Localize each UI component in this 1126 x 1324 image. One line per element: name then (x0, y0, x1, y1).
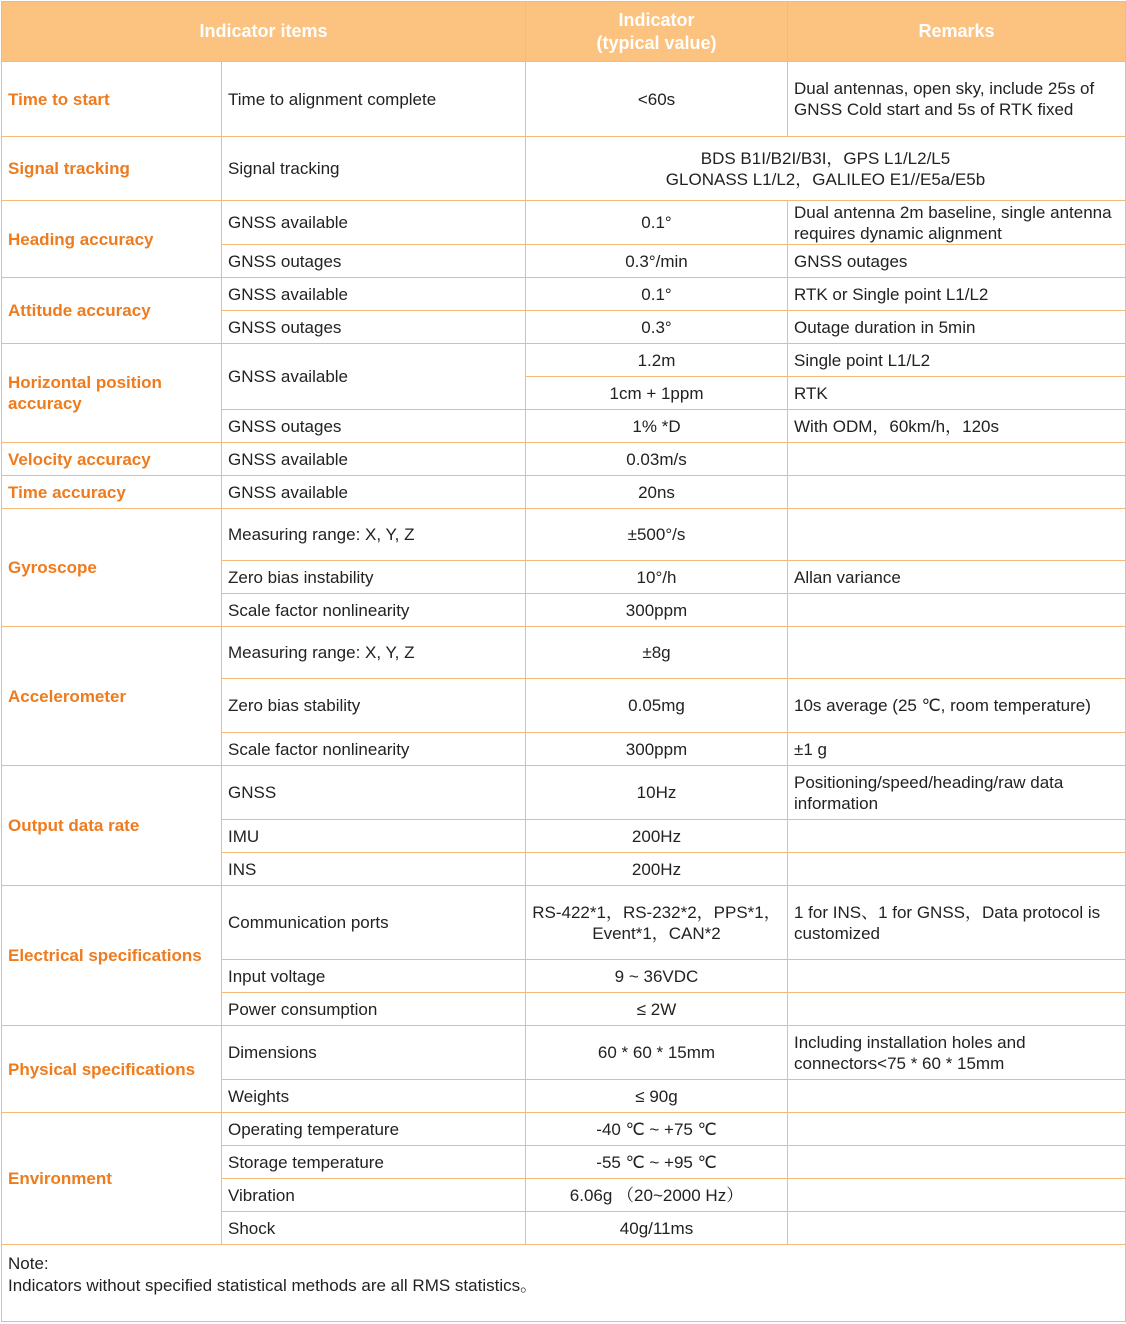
value-cell: 200Hz (526, 853, 788, 886)
item-cell: Zero bias stability (222, 679, 526, 733)
note-label: Note: (8, 1254, 49, 1273)
item-cell: Input voltage (222, 960, 526, 993)
table-row (2, 509, 1126, 561)
remark-cell (788, 960, 1126, 993)
item-cell: Scale factor nonlinearity (222, 733, 526, 766)
item-cell: GNSS outages (222, 410, 526, 443)
item-cell: Communication ports (222, 886, 526, 960)
note-row (2, 1245, 1126, 1322)
remark-cell: With ODM，60km/h，120s (788, 410, 1126, 443)
table-row (2, 278, 1126, 311)
item-cell: Dimensions (222, 1026, 526, 1080)
item-cell: Storage temperature (222, 1146, 526, 1179)
item-cell: Operating temperature (222, 1113, 526, 1146)
item-cell: Measuring range: X, Y, Z (222, 627, 526, 679)
table-row (2, 886, 1126, 960)
value-cell: ≤ 2W (526, 993, 788, 1026)
category-heading-accuracy: Heading accuracy (2, 201, 222, 278)
signal-line-2: GLONASS L1/L2，GALILEO E1//E5a/E5b (665, 169, 986, 189)
item-cell: Scale factor nonlinearity (222, 594, 526, 627)
value-cell (526, 137, 1126, 201)
value-cell: <60s (526, 62, 788, 137)
item-cell: IMU (222, 820, 526, 853)
category-signal-tracking: Signal tracking (2, 137, 222, 201)
remark-cell (788, 476, 1126, 509)
remark-cell: Dual antennas, open sky, include 25s of GNSS Cold start and 5s of RTK fixed (788, 62, 1126, 137)
category-gyroscope: Gyroscope (2, 509, 222, 627)
item-cell: Shock (222, 1212, 526, 1245)
remark-cell (788, 1080, 1126, 1113)
category-horizontal-position-accuracy: Horizontal position accuracy (2, 344, 222, 443)
table-row (2, 344, 1126, 377)
remark-cell: RTK (788, 377, 1126, 410)
value-cell: ≤ 90g (526, 1080, 788, 1113)
remark-cell (788, 443, 1126, 476)
item-cell: Time to alignment complete (222, 62, 526, 137)
value-cell: -40 ℃ ~ +75 ℃ (526, 1113, 788, 1146)
value-cell: RS-422*1，RS-232*2，PPS*1，Event*1，CAN*2 (526, 886, 788, 960)
value-cell: 1% *D (526, 410, 788, 443)
value-cell: 0.03m/s (526, 443, 788, 476)
table-row (2, 443, 1126, 476)
remark-cell: 10s average (25 ℃, room temperature) (788, 679, 1126, 733)
remark-cell (788, 1146, 1126, 1179)
remark-cell (788, 509, 1126, 561)
value-cell: 200Hz (526, 820, 788, 853)
header-indicator-line2: (typical value) (596, 32, 717, 53)
item-cell: GNSS available (222, 278, 526, 311)
item-cell: GNSS outages (222, 245, 526, 278)
value-cell: ±500°/s (526, 509, 788, 561)
value-cell: 60 * 60 * 15mm (526, 1026, 788, 1080)
item-cell: Measuring range: X, Y, Z (222, 509, 526, 561)
item-cell: Weights (222, 1080, 526, 1113)
value-cell: 6.06g （20~2000 Hz） (526, 1179, 788, 1212)
remark-cell (788, 1212, 1126, 1245)
remark-cell: ±1 g (788, 733, 1126, 766)
remark-cell (788, 594, 1126, 627)
category-accelerometer: Accelerometer (2, 627, 222, 766)
item-cell: GNSS available (222, 201, 526, 245)
value-cell: 20ns (526, 476, 788, 509)
remark-cell: Dual antenna 2m baseline, single antenna requires dynamic alignment (788, 201, 1126, 245)
value-cell: 0.1° (526, 278, 788, 311)
remark-cell (788, 1113, 1126, 1146)
remark-cell: Outage duration in 5min (788, 311, 1126, 344)
category-time-accuracy: Time accuracy (2, 476, 222, 509)
item-cell: GNSS (222, 766, 526, 820)
value-cell: -55 ℃ ~ +95 ℃ (526, 1146, 788, 1179)
value-cell: 0.3° (526, 311, 788, 344)
item-cell: Vibration (222, 1179, 526, 1212)
header-indicator-items: Indicator items (2, 2, 526, 62)
category-output-data-rate: Output data rate (2, 766, 222, 886)
category-time-to-start: Time to start (2, 62, 222, 137)
value-cell: 300ppm (526, 594, 788, 627)
item-cell: GNSS outages (222, 311, 526, 344)
remark-cell (788, 853, 1126, 886)
item-cell: GNSS available (222, 476, 526, 509)
category-velocity-accuracy: Velocity accuracy (2, 443, 222, 476)
value-cell: 0.05mg (526, 679, 788, 733)
remark-cell (788, 993, 1126, 1026)
header-remarks: Remarks (788, 2, 1126, 62)
remark-cell (788, 627, 1126, 679)
item-cell: Power consumption (222, 993, 526, 1026)
category-environment: Environment (2, 1113, 222, 1245)
table-row (2, 201, 1126, 245)
table-row (2, 62, 1126, 137)
remark-cell: Positioning/speed/heading/raw data information (788, 766, 1126, 820)
item-cell: GNSS available (222, 443, 526, 476)
category-electrical-specifications: Electrical specifications (2, 886, 222, 1026)
signal-line-1: BDS B1I/B2I/B3I，GPS L1/L2/L5 (700, 148, 951, 168)
item-cell: GNSS available (222, 344, 526, 410)
value-cell: 10Hz (526, 766, 788, 820)
header-indicator (526, 2, 788, 62)
table-row (2, 627, 1126, 679)
category-physical-specifications: Physical specifications (2, 1026, 222, 1113)
value-cell: 0.1° (526, 201, 788, 245)
remark-cell: Single point L1/L2 (788, 344, 1126, 377)
table-row (2, 1113, 1126, 1146)
table-row (2, 137, 1126, 201)
value-cell: 10°/h (526, 561, 788, 594)
category-attitude-accuracy: Attitude accuracy (2, 278, 222, 344)
note-cell (2, 1245, 1126, 1322)
remark-cell: RTK or Single point L1/L2 (788, 278, 1126, 311)
value-cell: 0.3°/min (526, 245, 788, 278)
item-cell: Signal tracking (222, 137, 526, 201)
table-row (2, 766, 1126, 820)
spec-table (1, 1, 1126, 1322)
remark-cell (788, 820, 1126, 853)
header-indicator-line1: Indicator (618, 9, 695, 30)
item-cell: Zero bias instability (222, 561, 526, 594)
remark-cell: GNSS outages (788, 245, 1126, 278)
remark-cell: Allan variance (788, 561, 1126, 594)
value-cell: 1.2m (526, 344, 788, 377)
header-row (2, 2, 1126, 62)
value-cell: 1cm + 1ppm (526, 377, 788, 410)
remark-cell: Including installation holes and connectors<75 * 60 * 15mm (788, 1026, 1126, 1080)
value-cell: ±8g (526, 627, 788, 679)
remark-cell: 1 for INS、1 for GNSS，Data protocol is customized (788, 886, 1126, 960)
table-row (2, 476, 1126, 509)
remark-cell (788, 1179, 1126, 1212)
value-cell: 300ppm (526, 733, 788, 766)
note-text: Indicators without specified statistical methods are all RMS statistics。 (8, 1276, 538, 1295)
item-cell: INS (222, 853, 526, 886)
table-row (2, 1026, 1126, 1080)
value-cell: 40g/11ms (526, 1212, 788, 1245)
value-cell: 9 ~ 36VDC (526, 960, 788, 993)
